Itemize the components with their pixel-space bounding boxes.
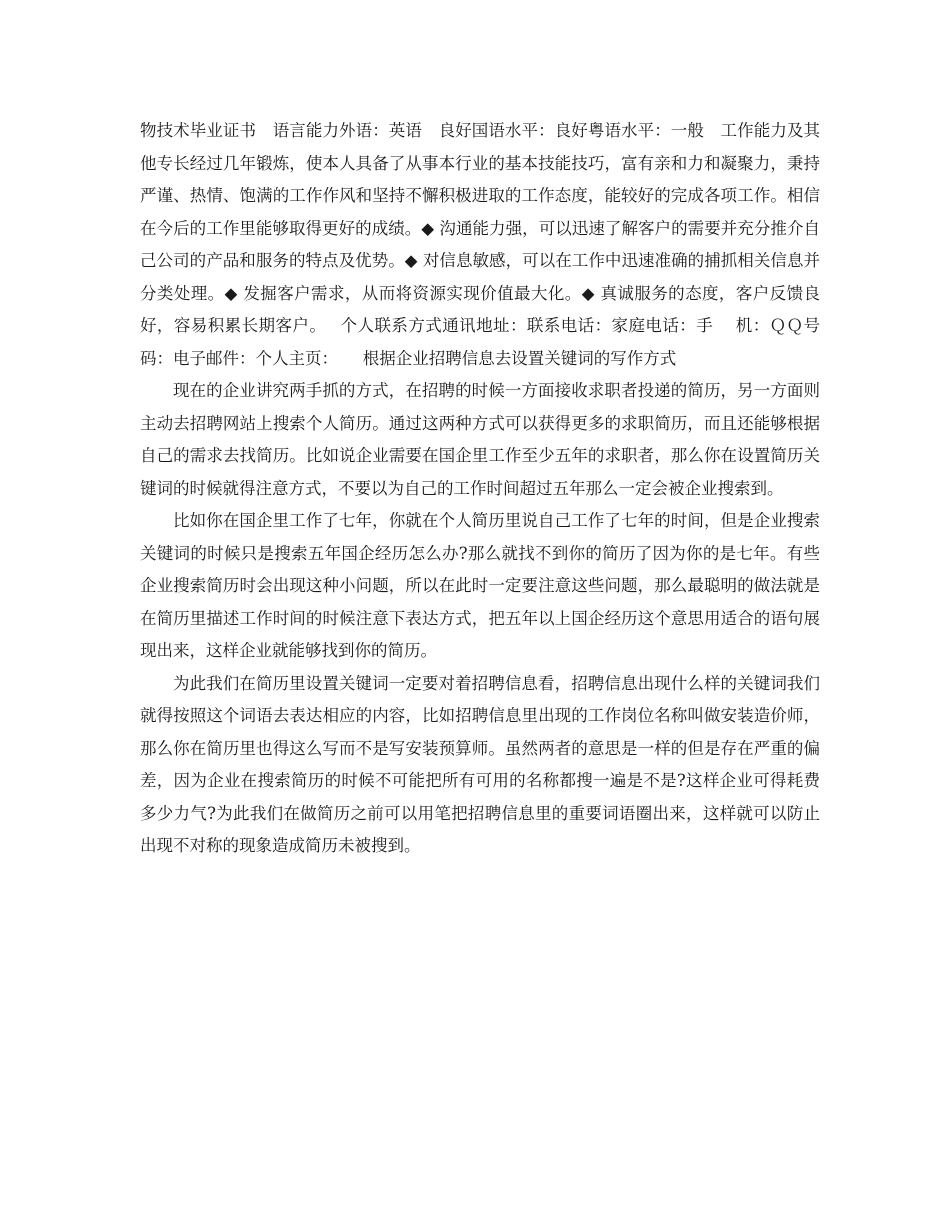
paragraph: 为此我们在简历里设置关键词一定要对着招聘信息看，招聘信息出现什么样的关键词我们就得按照这个词语去表达相应的内容，比如招聘信息里出现的工作岗位名称叫做安装造价师，那么你在简历里也得这么写而不是写安装预算师。虽然两者的意思是一样的但是存在严重的偏差，因为企业在搜索简历的时候不可能把所有可用的名称都搜一遍是不是?这样企业可得耗费多少力气?为此我们在做简历之前可以用笔把招聘信息里的重要词语圈出来，这样就可以防止出现不对称的现象造成简历未被搜到。 [140,673,820,855]
paragraph: 比如你在国企里工作了七年，你就在个人简历里说自己工作了七年的时间，但是企业搜索关键词的时候只是搜索五年国企经历怎么办?那么就找不到你的简历了因为你的是七年。有些企业搜索简历时会出现这种小问题，所以在此时一定要注意这些问题，那么最聪明的做法就是在简历里描述工作时间的时候注意下表达方式，把五年以上国企经历这个意思用适合的语句展现出来，这样企业就能够找到你的简历。 [140,511,820,660]
paragraph-continuation: 物技术毕业证书 语言能力外语：英语 良好国语水平：良好粤语水平：一般 工作能力及其他专长经过几年锻炼，使本人具备了从事本行业的基本技能技巧，富有亲和力和凝聚力，秉持严谨、热情、饱满的工作作风和坚持不懈积极进取的工作态度，能较好的完成各项工作。相信在今后的工作里能够取得更好的成绩。◆ 沟通能力强，可以迅速了解客户的需要并充分推介自己公司的产品和服务的特点及优势。◆ 对信息敏感，可以在工作中迅速准确的捕抓相关信息并分类处理。◆ 发掘客户需求，从而将资源实现价值最大化。◆ 真诚服务的态度，客户反馈良好，容易积累长期客户。 个人联系方式通讯地址：联系电话：家庭电话：手 机：ＱＱ号码：电子邮件：个人主页： 根据企业招聘信息去设置关键词的写作方式 [140,121,820,368]
document-body [140,115,820,863]
paragraph: 现在的企业讲究两手抓的方式，在招聘的时候一方面接收求职者投递的简历，另一方面则主动去招聘网站上搜索个人简历。通过这两种方式可以获得更多的求职简历，而且还能够根据自己的需求去找简历。比如说企业需要在国企里工作至少五年的求职者，那么你在设置简历关键词的时候就得注意方式，不要以为自己的工作时间超过五年那么一定会被企业搜索到。 [140,381,820,498]
